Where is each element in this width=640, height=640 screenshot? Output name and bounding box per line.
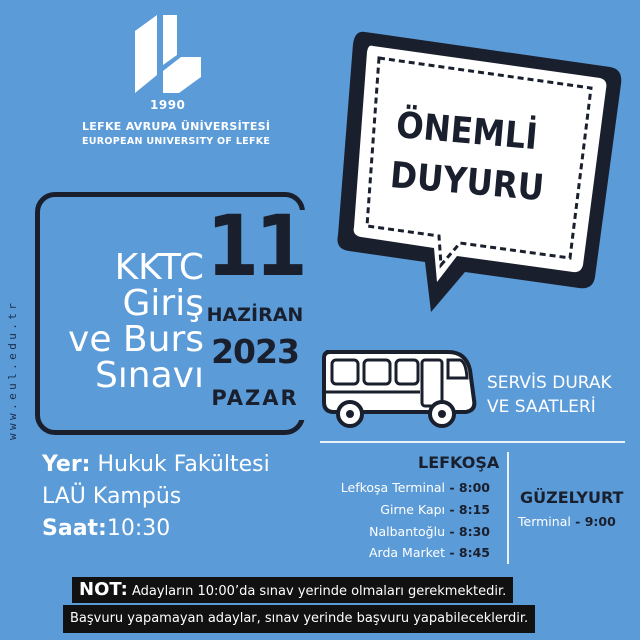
shuttle-caption-line2: VE SAATLERİ — [487, 397, 596, 417]
announcement-line1: ÖNEMLİ — [394, 105, 540, 159]
exam-title: KKTC Giriş ve Burs Sınavı — [68, 247, 204, 396]
exam-day: 11 — [206, 197, 304, 295]
stop-item: Arda Market - 8:45 — [369, 545, 490, 560]
note-line2: Başvuru yapamayan adaylar, sınav yerinde başvuru yapabileceklerdir. — [63, 605, 535, 633]
guzelyurt-title: GÜZELYURT — [520, 488, 624, 507]
stop-item: Nalbantoğlu - 8:30 — [369, 524, 490, 539]
schedule-divider-vertical — [507, 452, 509, 564]
stop-item: Lefkoşa Terminal - 8:00 — [340, 480, 490, 495]
stop-item: Girne Kapı - 8:15 — [380, 502, 490, 517]
eul-logo-icon — [135, 15, 203, 95]
schedule-divider-horizontal — [320, 441, 625, 443]
stop-item: Terminal - 9:00 — [518, 514, 616, 529]
bus-icon — [320, 348, 482, 430]
exam-month: HAZİRAN — [206, 304, 304, 326]
logo-year: 1990 — [150, 98, 186, 112]
lefkosa-title: LEFKOŞA — [418, 453, 500, 472]
venue-place: Yer: Hukuk Fakültesi — [42, 452, 270, 477]
note-line1: NOT: Adayların 10:00’da sınav yerinde olmaları gerekmektedir. — [72, 577, 513, 603]
university-name-en: EUROPEAN UNIVERSITY OF LEFKE — [82, 136, 271, 147]
announcement-line2: DUYURU — [388, 155, 546, 210]
venue-campus: LAÜ Kampüs — [42, 484, 182, 509]
exam-weekday: PAZAR — [211, 386, 299, 410]
shuttle-caption-line1: SERVİS DURAK — [487, 373, 612, 393]
venue-time: Saat:10:30 — [42, 516, 171, 541]
university-name-tr: LEFKE AVRUPA ÜNİVERSİTESİ — [82, 120, 271, 133]
exam-year: 2023 — [211, 332, 299, 371]
website-url[interactable]: www.eul.edu.tr — [6, 299, 19, 440]
